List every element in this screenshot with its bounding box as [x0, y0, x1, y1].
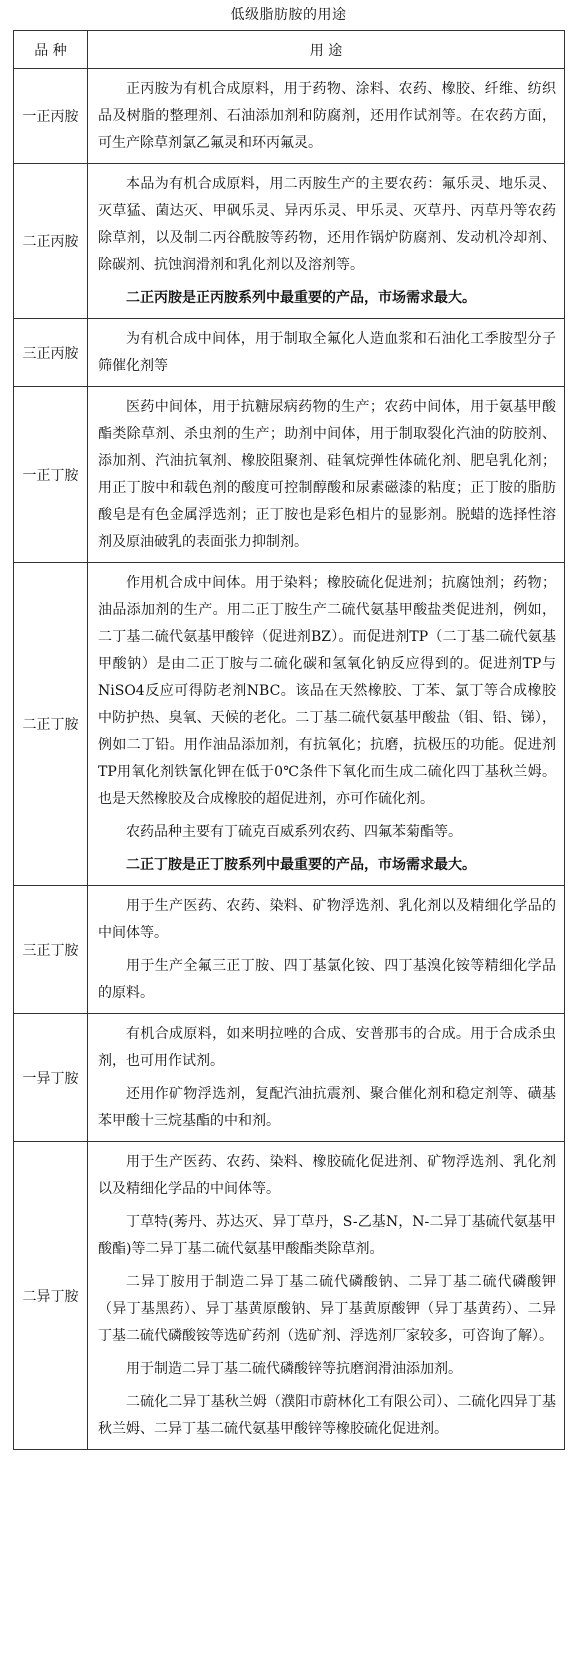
- variety-name: 一正丙胺: [14, 69, 88, 164]
- usage-paragraph: 有机合成原料，如来明拉唑的合成、安普那韦的合成。用于合成杀虫剂，也可用作试剂。: [98, 1026, 556, 1069]
- usage-paragraph: 为有机合成中间体，用于制取全氟化人造血浆和石油化工季胺型分子筛催化剂等: [98, 331, 556, 374]
- variety-name: 三正丁胺: [14, 886, 88, 1014]
- usage-paragraph: 二异丁胺用于制造二异丁基二硫代磷酸钠、二异丁基二硫代磷酸钾（异丁基黑药）、异丁基黄原酸钠、异丁基黄原酸钾（异丁基黄药）、二异丁基二硫代磷酸铵等选矿药剂（选矿剂、浮选剂厂家较多，可咨询了解）。: [98, 1274, 556, 1344]
- usage-paragraph: 农药品种主要有丁硫克百威系列农药、四氟苯菊酯等。: [126, 824, 462, 840]
- usage-paragraph: 用于生产医药、农药、染料、橡胶硫化促进剂、矿物浮选剂、乳化剂以及精细化学品的中间体等。: [98, 1154, 556, 1197]
- variety-name: 二正丁胺: [14, 563, 88, 886]
- usage-paragraph: 用于制造二异丁基二硫代磷酸锌等抗磨润滑油添加剂。: [126, 1361, 462, 1377]
- usage-cell: [88, 387, 565, 563]
- header-row: [14, 31, 565, 69]
- usage-table: [13, 30, 565, 1450]
- usage-paragraph: 二硫化二异丁基秋兰姆（濮阳市蔚林化工有限公司）、二硫化四异丁基秋兰姆、二异丁基二硫代氨基甲酸锌等橡胶硫化促进剂。: [98, 1394, 556, 1437]
- usage-cell: [88, 69, 565, 164]
- table-row: [14, 1014, 565, 1142]
- variety-name: 一正丁胺: [14, 387, 88, 563]
- usage-paragraph: 本品为有机合成原料，用二丙胺生产的主要农药：氟乐灵、地乐灵、灭草猛、菌达灭、甲砜乐灵、异丙乐灵、甲乐灵、灭草丹、丙草丹等农药除草剂，以及制二丙谷酰胺等药物，还用作锅炉防腐剂、发动机冷却剂、除碳剂、抗蚀润滑剂和乳化剂以及溶剂等。: [98, 176, 556, 273]
- usage-cell: [88, 319, 565, 387]
- usage-cell: [88, 1142, 565, 1450]
- usage-highlight: 二正丁胺是正丁胺系列中最重要的产品，市场需求最大。: [126, 857, 476, 873]
- header-usage: 用 途: [88, 31, 565, 69]
- usage-paragraph: 医药中间体，用于抗糖尿病药物的生产；农药中间体，用于氨基甲酸酯类除草剂、杀虫剂的生产；助剂中间体，用于制取裂化汽油的防胶剂、添加剂、汽油抗氧剂、橡胶阻聚剂、硅氧烷弹性体硫化剂、肥皂乳化剂；用正丁胺中和载色剂的酸度可控制醇酸和尿素磁漆的粘度；正丁胺的脂肪酸皂是有色金属浮选剂；正丁胺也是彩色相片的显影剂。脱蜡的选择性溶剂及原油破乳的表面张力抑制剂。: [98, 399, 556, 550]
- table-title: 低级脂肪胺的用途: [230, 7, 347, 23]
- table-body: [14, 69, 565, 1450]
- usage-cell: [88, 563, 565, 886]
- usage-paragraph: 丁草特(莠丹、苏达灭、异丁草丹，S-乙基N，N-二异丁基硫代氨基甲酸酯)等二异丁基二硫代氨基甲酸酯类除草剂。: [98, 1214, 556, 1257]
- usage-cell: [88, 1014, 565, 1142]
- table-row: [14, 563, 565, 886]
- table-row: [14, 164, 565, 319]
- usage-paragraph: 正丙胺为有机合成原料，用于药物、涂料、农药、橡胶、纤维、纺织品及树脂的整理剂、石油添加剂和防腐剂，还用作试剂等。在农药方面，可生产除草剂氯乙氟灵和环丙氟灵。: [98, 81, 556, 151]
- variety-name: 一异丁胺: [14, 1014, 88, 1142]
- usage-paragraph: 用于生产医药、农药、染料、矿物浮选剂、乳化剂以及精细化学品的中间体等。: [98, 898, 556, 941]
- variety-name: 二异丁胺: [14, 1142, 88, 1450]
- usage-paragraph: 还用作矿物浮选剂，复配汽油抗震剂、聚合催化剂和稳定剂等、磺基苯甲酸十三烷基酯的中和剂。: [98, 1086, 556, 1129]
- usage-cell: [88, 164, 565, 319]
- table-row: [14, 886, 565, 1014]
- usage-cell: [88, 886, 565, 1014]
- variety-name: 二正丙胺: [14, 164, 88, 319]
- header-variety: 品 种: [14, 31, 88, 69]
- variety-name: 三正丙胺: [14, 319, 88, 387]
- usage-highlight: 二正丙胺是正丙胺系列中最重要的产品，市场需求最大。: [126, 290, 476, 306]
- table-row: [14, 1142, 565, 1450]
- table-row: [14, 69, 565, 164]
- usage-paragraph: 用于生产全氟三正丁胺、四丁基氯化铵、四丁基溴化铵等精细化学品的原料。: [98, 958, 556, 1001]
- table-row: [14, 387, 565, 563]
- usage-paragraph: 作用机合成中间体。用于染料；橡胶硫化促进剂；抗腐蚀剂；药物；油品添加剂的生产。用二正丁胺生产二硫代氨基甲酸盐类促进剂，例如，二丁基二硫代氨基甲酸锌（促进剂BZ）。而促进剂TP（二丁基二硫代氨基甲酸钠）是由二正丁胺与二硫化碳和氢氧化钠反应得到的。促进剂TP与NiSO4反应可得防老剂NBC。该品在天然橡胶、丁苯、氯丁等合成橡胶中防护热、臭氧、天候的老化。二丁基二硫代氨基甲酸盐（钼、铅、锑），例如二丁铅。用作油品添加剂，有抗氧化；抗磨，抗极压的功能。促进剂TP用氧化剂铁氰化钾在低于0℃条件下氧化而生成二硫化四丁基秋兰姆。也是天然橡胶及合成橡胶的超促进剂，亦可作硫化剂。: [98, 575, 556, 807]
- table-row: [14, 319, 565, 387]
